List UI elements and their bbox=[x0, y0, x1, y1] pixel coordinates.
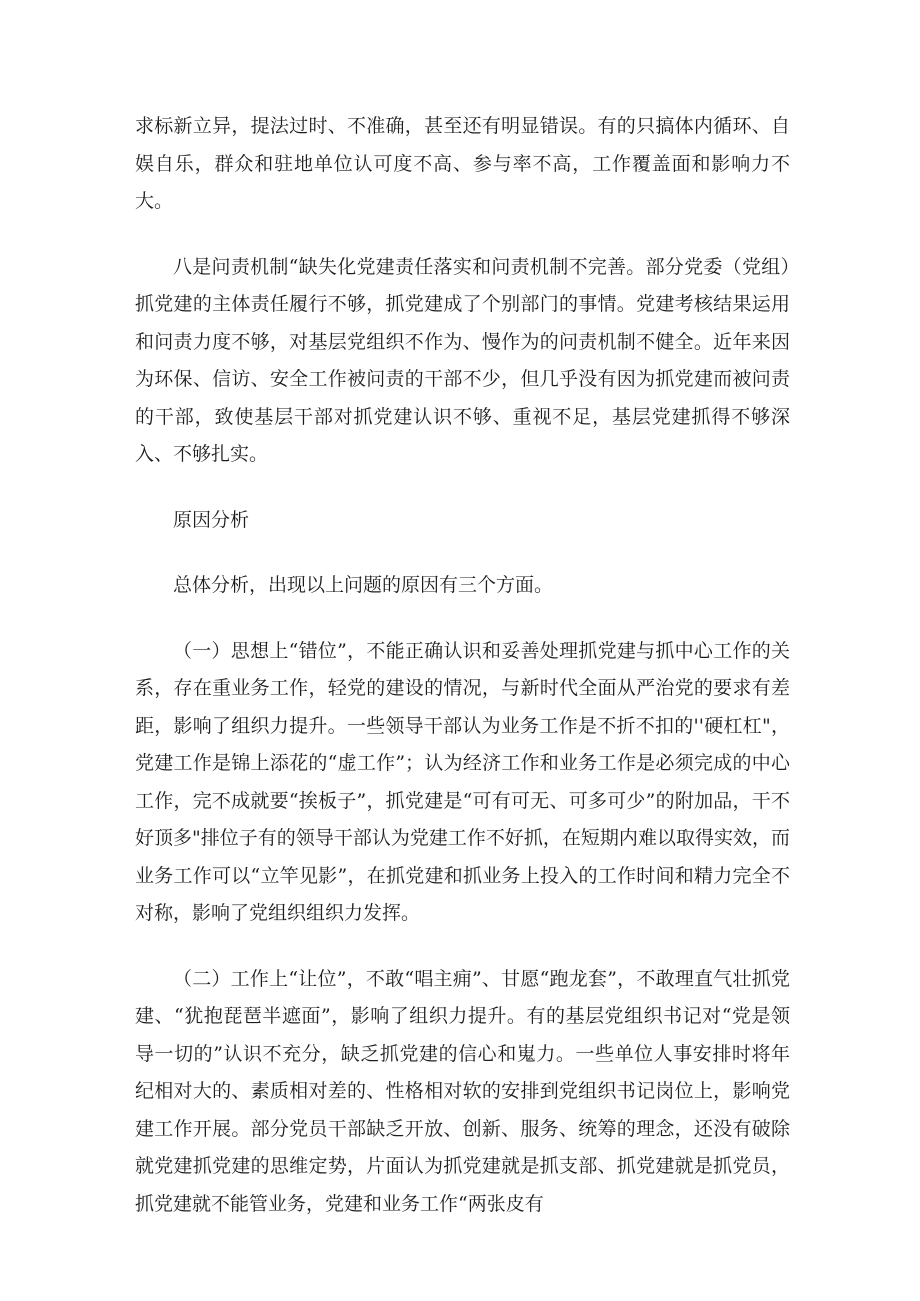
paragraph-work-yielding: （二）工作上“让位”，不敢“唱主痈”、甘愿“跑龙套”，不敢理直气壮抓党建、“犹抱琵琶半遮面”，影响了组织力提升。有的基层党组织书记对“党是领导一切的”认识不充分，缺乏抓党建的信心和嵬力。一些单位人事安排时将年纪相对大的、素质相对差的、性格相对软的安排到党组织书记岗位上，影响党建工作开展。部分党员干部缺乏开放、创新、服务、统筹的理念，还没有破除就党建抓党建的思维定势，片面认为抓党建就是抓支部、抓党建就是抓党员，抓党建就不能管业务，党建和业务工作“两张皮有 bbox=[135, 967, 790, 1215]
paragraph-accountability: 八是问责机制“缺失化党建责任落实和问责机制不完善。部分党委（党组）抓党建的主体责任履行不够，抓党建成了个别部门的事情。党建考核结果运用和问责力度不够，对基层党组织不作为、慢作为的问责机制不健全。近年来因为环保、信访、安全工作被问责的干部不少，但几乎没有因为抓党建而被问责的干部，致使基层干部对抓党建认识不够、重视不足，基层党建抓得不够深入、不够扎实。 bbox=[135, 255, 790, 465]
section-heading-cause-analysis: 原因分析 bbox=[173, 508, 250, 531]
paragraph-overall-analysis: 总体分析，出现以上问题的原因有三个方面。 bbox=[173, 574, 554, 596]
paragraph-continuation: 求标新立异，提法过时、不准确，甚至还有明显错误。有的只搞体内循环、自娱自乐，群众和驻地单位认可度不高、参与率不高，工作覆盖面和影响力不大。 bbox=[135, 115, 790, 212]
document-body bbox=[135, 108, 790, 1251]
paragraph-thinking-misplaced: （一）思想上“错位”，不能正确认识和妥善处理抓党建与抓中心工作的关系，存在重业务工作，轻党的建设的情况，与新时代全面从严治党的要求有差距，影响了组织力提升。一些领导干部认为业务工作是不折不扣的''硬杠杠"，党建工作是锦上添花的“虚工作”；认为经济工作和业务工作是必须完成的中心工作，完不成就要“挨板子”，抓党建是“可有可无、可多可少”的附加品，干不好顶多"排位子有的领导干部认为党建工作不好抓，在短期内难以取得实效，而业务工作可以“立竿见影”，在抓党建和抓业务上投入的工作时间和精力完全不对称，影响了党组织组织力发挥。 bbox=[135, 639, 790, 924]
